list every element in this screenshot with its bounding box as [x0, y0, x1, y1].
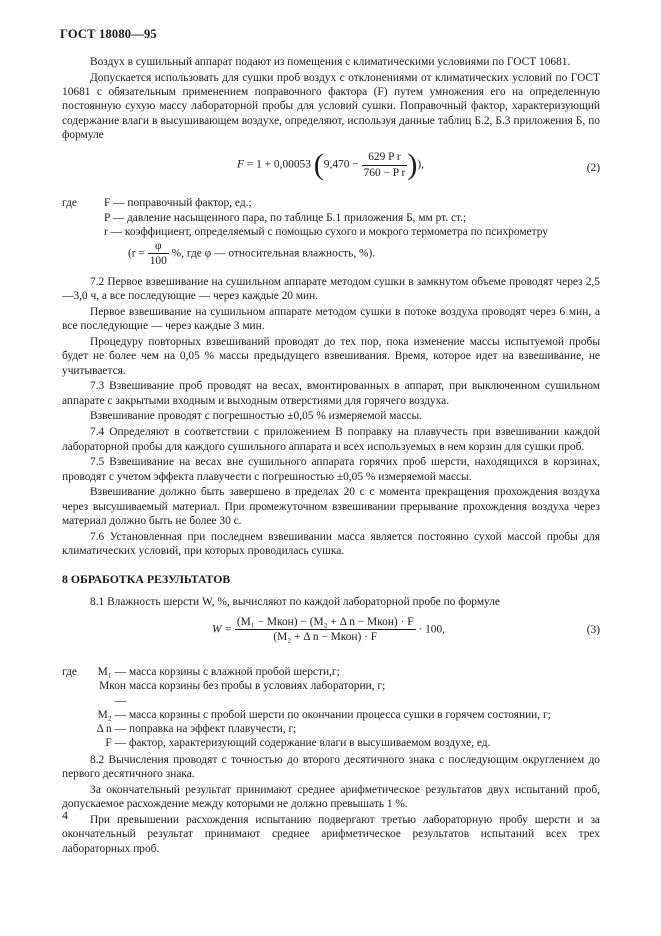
formula-fraction — [362, 150, 408, 180]
paragraph: Процедуру повторных взвешиваний проводят до тех пор, пока изменение массы испытуемой пробы будет не более чем на 0,05 % массы предыдущего взвешивания. Время, которое идет на взвешивание, не учитывается. — [62, 335, 600, 377]
paragraph: 8.1 Влажность шерсти W, %, вычисляют по каждой лабораторной пробе по формуле — [90, 595, 500, 608]
definition-row — [62, 225, 600, 239]
formula-number: (3) — [586, 624, 600, 636]
definition-row — [62, 211, 600, 225]
definition-row — [62, 722, 600, 736]
definitions-formula-2 — [62, 196, 600, 268]
paragraph: 7.2 Первое взвешивание на сушильном аппарате методом сушки в замкнутом объеме проводят через 2,5—3,0 ч, а все последующие — через каждые 20 мин. — [62, 275, 600, 303]
document-body — [62, 55, 600, 857]
formula-lhs: F — [237, 158, 244, 171]
definition-symbol: F — — [105, 737, 126, 750]
definition-row — [62, 708, 600, 722]
fraction-denominator: (M₂ + Δ n − Mкон) · F — [273, 631, 378, 644]
formula-inner: 9,470 − — [323, 158, 359, 171]
paragraph: 7.4 Определяют в соответствии с приложением В поправку на плавучесть при взвешивании каждой лабораторной пробы для каждого сушильного аппарата и всех используемых в нем корзин для сушки проб. — [62, 426, 600, 453]
definition-symbol: M₂ — — [97, 708, 126, 721]
paragraph: При превышении расхождения испытанию подвергают третью лабораторную пробу шерсти и за окончательный результат принимают среднее арифметическое результатов испытаний всех трех лабораторных проб. — [62, 813, 600, 855]
bracket-open: ( — [313, 148, 324, 182]
paragraph: 8.2 Вычисления проводят с точностью до второго десятичного знака с последующим округлением до первого десятичного знака. — [62, 753, 600, 781]
phi-fraction — [148, 239, 169, 269]
section-heading: 8 ОБРАБОТКА РЕЗУЛЬТАТОВ — [62, 572, 231, 587]
definition-text: (r = $\frac{\varphi}{100}$ %, где φ — относительная влажность, %). — [128, 240, 376, 268]
paragraph: Первое взвешивание на сушильном аппарате методом сушки в потоке воздуха проводят через 6 мин, а все последующие — через каждые 3 мин. — [62, 305, 600, 333]
paragraph: Допускается использовать для сушки проб воздух с отклонениями от климатических условий по ГОСТ 10681 с обязательным применением поправочного фактора (F) путем умножения его на определенную постоянную сухую массу лабораторной пробы для условий сушки. Поправочный фактор, характеризующий содержание влаги в высушивающем воздухе, определяют, используя данные таблиц Б.2, Б.3 приложения Б, по формуле — [62, 71, 600, 141]
definition-text: r — коэффициент, определяемый с помощью сухого и мокрого термометра по психрометру — [104, 225, 548, 238]
definition-symbol: Mкон — — [99, 680, 126, 707]
fraction-numerator: φ — [148, 239, 169, 254]
definition-text: поправка на эффект плавучести, г; — [129, 723, 297, 736]
fraction-denominator: 760 − P r — [363, 166, 406, 179]
definition-row — [62, 736, 600, 750]
definition-text: масса корзины с влажной пробой шерсти,г; — [129, 666, 340, 678]
definition-row — [62, 239, 600, 269]
definition-symbol: Δ n — — [96, 723, 126, 736]
document-header: ГОСТ 18080—95 — [60, 27, 157, 41]
paragraph: 7.3 Взвешивание проб проводят на весах, вмонтированных в аппарат, при выключенном сушильном аппарате с закрытыми входным и выходным отверстиями для горячего воздуха. — [62, 380, 600, 407]
paragraph: Взвешивание должно быть завершено в пределах 20 с с момента прекращения прохождения воздуха через высушиваемый материал. При промежуточном взвешивании прерывание прохождения воздуха через материал должно быть не более 30 с. — [62, 486, 600, 528]
paragraph: 7.6 Установленная при последнем взвешивании масса является постоянно сухой массой пробы для климатических условий, при которых проводилась сушка. — [62, 530, 600, 558]
paragraph: Воздух в сушильный аппарат подают из помещения с климатическими условиями по ГОСТ 10681. — [90, 56, 571, 68]
formula-tail: · 100, — [418, 623, 445, 636]
fraction-numerator: (M₁ − Mкон) − (M₂ + Δ n − Mкон) · F — [235, 615, 416, 630]
where-label: где — [62, 666, 77, 678]
definition-text: масса корзины с пробой шерсти по окончании процесса сушки в горячем состоянии, г; — [129, 708, 551, 721]
formula-2 — [62, 146, 600, 190]
fraction-numerator: 629 P r — [362, 150, 408, 165]
fraction-denominator: 100 — [149, 255, 167, 268]
bracket-close: ) — [407, 148, 418, 182]
definition-row — [62, 665, 600, 679]
paragraph: 7.5 Взвешивание на весах вне сушильного аппарата горячих проб шерсти, находящихся в корзинах, проводят с учетом эффекта плавучести с погрешностью ±0,05 % измеряемой массы. — [62, 456, 600, 483]
definitions-formula-3 — [62, 665, 600, 751]
formula-number: (2) — [586, 162, 600, 175]
formula-tail: ), — [417, 158, 424, 171]
where-label: где — [62, 197, 77, 210]
definition-text: фактор, характеризующий содержание влаги в высушиваемом воздухе, ед. — [129, 737, 491, 750]
definition-row — [62, 679, 600, 708]
definition-text: F — поправочный фактор, ед.; — [104, 197, 252, 210]
formula-fraction — [235, 615, 416, 645]
definition-symbol: M₁ — — [97, 666, 126, 678]
definition-text: масса корзины без пробы в условиях лаборатории, г; — [129, 680, 386, 693]
definition-row — [62, 196, 600, 210]
formula-lhs: W = — [212, 623, 233, 636]
formula-eq: = 1 + 0,00053 — [243, 158, 311, 171]
paragraph: За окончательный результат принимают среднее арифметическое результатов двух испытаний проб, допускаемое расхождение между которыми не должно превышать 1 %. — [62, 783, 600, 811]
paragraph: Взвешивание проводят с погрешностью ±0,05 % измеряемой массы. — [90, 410, 422, 423]
definition-text: P — давление насыщенного пара, по таблице Б.1 приложения Б, мм рт. ст.; — [104, 211, 467, 224]
page-number: 4 — [62, 808, 68, 822]
formula-3 — [62, 613, 600, 659]
